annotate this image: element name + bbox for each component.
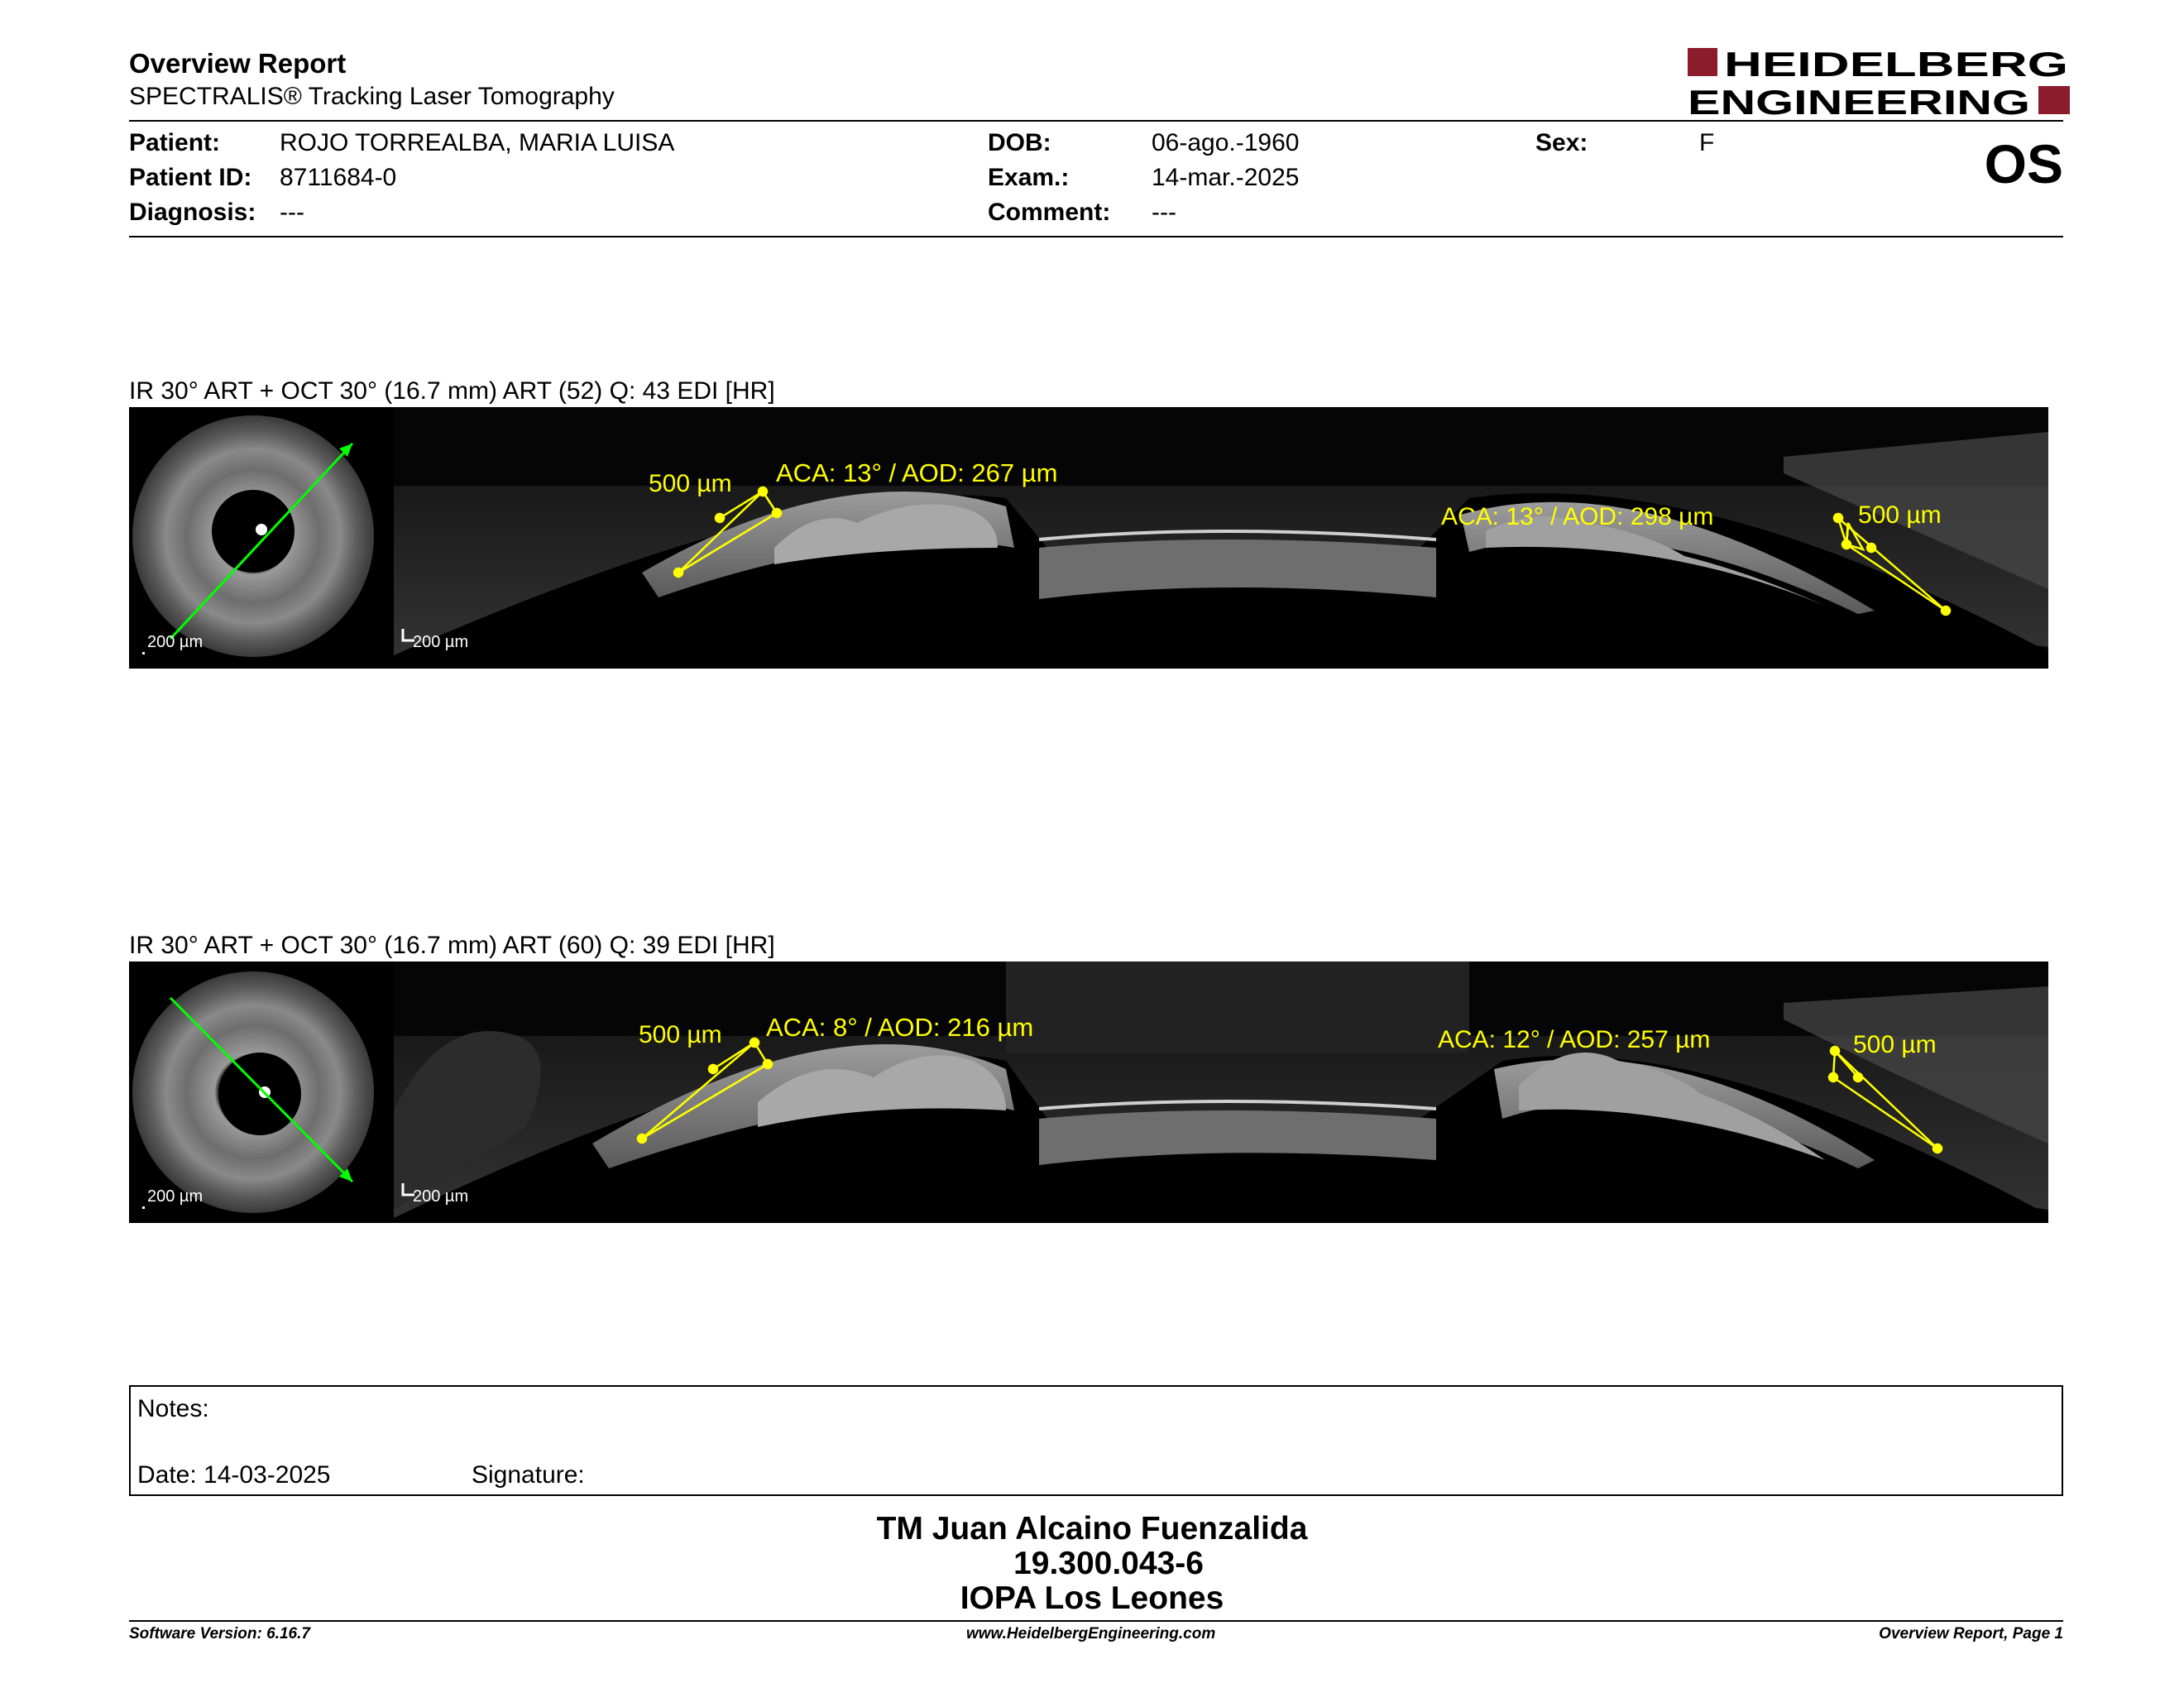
fundus-1 (132, 415, 374, 657)
scan-1-panel (129, 407, 2048, 669)
comment-label: Comment: (988, 199, 1111, 226)
notes-box[interactable] (129, 1385, 2063, 1496)
dob-value: 06-ago.-1960 (1152, 129, 1300, 156)
signatory-name: TM Juan Alcaino Fuenzalida (876, 1511, 1308, 1547)
report-title: Overview Report (129, 48, 347, 79)
heidelberg-logo (1688, 43, 2070, 119)
diagnosis-label: Diagnosis: (129, 199, 256, 226)
logo-line2: ENGINEERING (1688, 83, 2030, 119)
fundus-scale: 200 µm (147, 633, 204, 651)
sex-value: F (1699, 129, 1715, 156)
pupil (212, 490, 295, 573)
exam-label: Exam.: (988, 164, 1070, 191)
oct-1 (394, 407, 2048, 669)
scan-2-images (129, 961, 2048, 1223)
patient-id: 8711684-0 (280, 164, 397, 191)
diagnosis-value: --- (280, 199, 304, 226)
patient-rule (129, 236, 2063, 237)
left-ruler-label: 500 µm (639, 1021, 722, 1048)
fundus-2 (132, 971, 374, 1213)
patient-name: ROJO TORREALBA, MARIA LUISA (280, 129, 675, 156)
reflex (256, 524, 267, 535)
logo-square-top (1688, 48, 1717, 76)
signatory-org: IOPA Los Leones (960, 1580, 1224, 1616)
report-subtitle: SPECTRALIS® Tracking Laser Tomography (129, 83, 615, 110)
signatory-block (0, 1511, 2184, 1618)
header-rule (129, 120, 2063, 122)
footer-rule (129, 1620, 2063, 1622)
right-angle-measure: ACA: 13° / AOD: 298 µm (1441, 503, 1714, 530)
software-version: Software Version: 6.16.7 (129, 1625, 310, 1642)
left-angle-measure: ACA: 8° / AOD: 216 µm (766, 1013, 1034, 1042)
signatory-id: 19.300.043-6 (1013, 1546, 1204, 1581)
left-ruler-label: 500 µm (649, 470, 732, 497)
right-ruler-label: 500 µm (1858, 501, 1942, 529)
left-angle-measure: ACA: 13° / AOD: 267 µm (776, 458, 1058, 487)
notes-label: Notes: (137, 1395, 209, 1422)
exam-value: 14-mar.-2025 (1152, 164, 1300, 191)
logo-line1: HEIDELBERG (1724, 45, 2068, 84)
page-indicator: Overview Report, Page 1 (1879, 1625, 2063, 1642)
scale-mark (142, 1206, 145, 1209)
website-link[interactable]: www.HeidelbergEngineering.com (966, 1625, 1216, 1642)
sex-label: Sex: (1535, 129, 1588, 156)
scan-1-title: IR 30° ART + OCT 30° (16.7 mm) ART (52) Q: 43 EDI [HR] (129, 377, 775, 405)
logo-square-bottom (2038, 86, 2070, 114)
comment-value: --- (1152, 199, 1176, 226)
scan-2-panel (129, 961, 2048, 1223)
patient-label: Patient: (129, 129, 221, 156)
patient-id-label: Patient ID: (129, 164, 252, 191)
fundus-scale: 200 µm (147, 1187, 204, 1206)
eye-indicator: OS (1984, 133, 2063, 194)
oct-scale: 200 µm (413, 633, 469, 651)
dob-label: DOB: (988, 129, 1051, 156)
scan-1-images (129, 407, 2048, 669)
scan-2-title: IR 30° ART + OCT 30° (16.7 mm) ART (60) Q: 39 EDI [HR] (129, 932, 775, 959)
right-ruler-label: 500 µm (1853, 1031, 1937, 1058)
scale-mark (142, 652, 145, 655)
oct-scale: 200 µm (413, 1187, 469, 1206)
notes-date: Date: 14-03-2025 (137, 1461, 331, 1489)
right-angle-measure: ACA: 12° / AOD: 257 µm (1438, 1026, 1711, 1053)
oct-2 (394, 961, 2048, 1223)
signature-label: Signature: (472, 1461, 585, 1489)
